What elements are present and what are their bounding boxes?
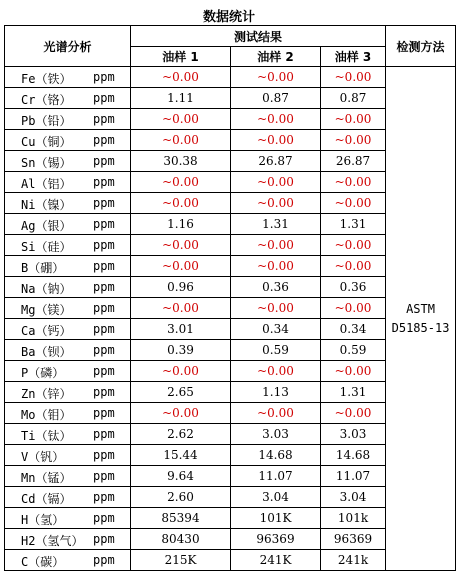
element-name: Si（硅） <box>21 240 72 254</box>
sample-3-value: 0.87 <box>321 88 386 109</box>
sample-2-value: ~0.00 <box>231 67 321 88</box>
element-cell <box>5 403 131 424</box>
sample-1-value: ~0.00 <box>131 109 231 130</box>
sample-3-value: ~0.00 <box>321 193 386 214</box>
unit-label: ppm <box>93 385 115 399</box>
sample-2-header: 油样 2 <box>231 47 321 67</box>
sample-3-value: 11.07 <box>321 466 386 487</box>
sample-1-value: 80430 <box>131 529 231 550</box>
sample-2-value: 241K <box>231 550 321 571</box>
sample-1-value: 0.96 <box>131 277 231 298</box>
sample-1-value: 15.44 <box>131 445 231 466</box>
unit-label: ppm <box>93 133 115 147</box>
unit-label: ppm <box>93 238 115 252</box>
element-cell <box>5 235 131 256</box>
sample-1-value: 85394 <box>131 508 231 529</box>
unit-label: ppm <box>93 511 115 525</box>
element-name: Mo（钼） <box>21 408 72 422</box>
sample-1-value: 9.64 <box>131 466 231 487</box>
element-cell <box>5 214 131 235</box>
sample-1-header: 油样 1 <box>131 47 231 67</box>
unit-label: ppm <box>93 280 115 294</box>
element-name: Al（铝） <box>21 177 72 191</box>
element-name: P（磷） <box>21 366 65 380</box>
sample-3-value: 1.31 <box>321 214 386 235</box>
unit-label: ppm <box>93 217 115 231</box>
sample-3-value: ~0.00 <box>321 403 386 424</box>
element-name: Cr（铬） <box>21 93 72 107</box>
element-cell <box>5 109 131 130</box>
sample-2-value: 96369 <box>231 529 321 550</box>
element-name: Pb（铅） <box>21 114 72 128</box>
header-row-top <box>5 26 456 47</box>
sample-1-value: ~0.00 <box>131 361 231 382</box>
sample-2-value: ~0.00 <box>231 256 321 277</box>
method-code: D5185-13 <box>391 320 450 335</box>
sample-1-value: 3.01 <box>131 319 231 340</box>
element-cell <box>5 466 131 487</box>
element-cell <box>5 361 131 382</box>
element-cell <box>5 508 131 529</box>
sample-3-value: 96369 <box>321 529 386 550</box>
element-name: Sn（锡） <box>21 156 72 170</box>
element-cell <box>5 193 131 214</box>
element-cell <box>5 88 131 109</box>
sample-1-value: ~0.00 <box>131 235 231 256</box>
unit-label: ppm <box>93 196 115 210</box>
sample-1-value: 1.16 <box>131 214 231 235</box>
sample-3-value: ~0.00 <box>321 172 386 193</box>
element-cell <box>5 487 131 508</box>
element-name: C（碳） <box>21 555 65 569</box>
unit-label: ppm <box>93 322 115 336</box>
method-standard: ASTM <box>406 301 435 316</box>
element-name: Na（钠） <box>21 282 72 296</box>
sample-1-value: ~0.00 <box>131 172 231 193</box>
sample-2-value: ~0.00 <box>231 193 321 214</box>
sample-3-value: ~0.00 <box>321 298 386 319</box>
element-name: Ni（镍） <box>21 198 72 212</box>
unit-label: ppm <box>93 175 115 189</box>
sample-1-value: 30.38 <box>131 151 231 172</box>
element-name: Ti（钛） <box>21 429 72 443</box>
sample-2-value: ~0.00 <box>231 298 321 319</box>
table-body <box>5 67 456 571</box>
unit-label: ppm <box>93 490 115 504</box>
element-cell <box>5 130 131 151</box>
sample-1-value: ~0.00 <box>131 298 231 319</box>
sample-2-value: ~0.00 <box>231 235 321 256</box>
sample-3-value: ~0.00 <box>321 67 386 88</box>
unit-label: ppm <box>93 553 115 567</box>
sample-3-value: 1.31 <box>321 382 386 403</box>
sample-2-value: 26.87 <box>231 151 321 172</box>
element-cell <box>5 529 131 550</box>
sample-1-value: 2.60 <box>131 487 231 508</box>
element-name: H（氢） <box>21 513 65 527</box>
element-cell <box>5 424 131 445</box>
sample-2-value: 0.87 <box>231 88 321 109</box>
element-cell <box>5 319 131 340</box>
data-table <box>4 25 456 571</box>
table-row <box>5 67 456 88</box>
sample-3-value: ~0.00 <box>321 235 386 256</box>
sample-3-value: 14.68 <box>321 445 386 466</box>
sample-3-value: ~0.00 <box>321 130 386 151</box>
sample-3-value: 3.04 <box>321 487 386 508</box>
sample-2-value: ~0.00 <box>231 172 321 193</box>
sample-2-value: 14.68 <box>231 445 321 466</box>
sample-1-value: 1.11 <box>131 88 231 109</box>
sample-1-value: 2.62 <box>131 424 231 445</box>
element-name: Ag（银） <box>21 219 72 233</box>
sample-3-value: 101k <box>321 508 386 529</box>
element-cell <box>5 67 131 88</box>
sample-2-value: 0.34 <box>231 319 321 340</box>
sample-2-value: ~0.00 <box>231 361 321 382</box>
unit-label: ppm <box>93 427 115 441</box>
sample-2-value: 3.04 <box>231 487 321 508</box>
sample-2-value: 1.13 <box>231 382 321 403</box>
page-title: 数据统计 <box>202 10 255 25</box>
sample-3-value: 3.03 <box>321 424 386 445</box>
unit-label: ppm <box>93 112 115 126</box>
element-cell <box>5 256 131 277</box>
test-method-header: 检测方法 <box>386 26 456 67</box>
sample-1-value: ~0.00 <box>131 130 231 151</box>
sample-2-value: ~0.00 <box>231 130 321 151</box>
unit-label: ppm <box>93 364 115 378</box>
element-name: Zn（锌） <box>21 387 72 401</box>
sample-2-value: 11.07 <box>231 466 321 487</box>
sample-3-value: ~0.00 <box>321 361 386 382</box>
element-name: Ca（钙） <box>21 324 72 338</box>
element-name: Cd（镉） <box>21 492 72 506</box>
sample-1-value: ~0.00 <box>131 67 231 88</box>
unit-label: ppm <box>93 448 115 462</box>
sample-1-value: ~0.00 <box>131 403 231 424</box>
element-name: Fe（铁） <box>21 72 72 86</box>
unit-label: ppm <box>93 343 115 357</box>
test-results-header: 测试结果 <box>131 26 386 47</box>
element-name: Cu（铜） <box>21 135 72 149</box>
sample-2-value: 101K <box>231 508 321 529</box>
unit-label: ppm <box>93 154 115 168</box>
element-name: Ba（钡） <box>21 345 72 359</box>
element-cell <box>5 445 131 466</box>
element-cell <box>5 298 131 319</box>
sample-2-value: 1.31 <box>231 214 321 235</box>
sample-1-value: 215K <box>131 550 231 571</box>
sample-1-value: ~0.00 <box>131 193 231 214</box>
unit-label: ppm <box>93 469 115 483</box>
element-name: Mg（镁） <box>21 303 72 317</box>
footnote-strip <box>4 566 454 572</box>
sample-3-value: 0.34 <box>321 319 386 340</box>
test-method-cell <box>386 67 456 571</box>
element-name: Mn（锰） <box>21 471 72 485</box>
sample-3-value: ~0.00 <box>321 109 386 130</box>
sample-3-value: ~0.00 <box>321 256 386 277</box>
sample-2-value: 3.03 <box>231 424 321 445</box>
element-cell <box>5 151 131 172</box>
sample-2-value: ~0.00 <box>231 403 321 424</box>
sample-3-value: 241k <box>321 550 386 571</box>
sample-1-value: 0.39 <box>131 340 231 361</box>
unit-label: ppm <box>93 259 115 273</box>
sample-3-header: 油样 3 <box>321 47 386 67</box>
sample-3-value: 0.36 <box>321 277 386 298</box>
unit-label: ppm <box>93 91 115 105</box>
element-name: V（钒） <box>21 450 65 464</box>
sample-2-value: ~0.00 <box>231 109 321 130</box>
sample-1-value: ~0.00 <box>131 256 231 277</box>
spectral-analysis-header: 光谱分析 <box>5 26 131 67</box>
unit-label: ppm <box>93 406 115 420</box>
sample-2-value: 0.59 <box>231 340 321 361</box>
unit-label: ppm <box>93 532 115 546</box>
unit-label: ppm <box>93 70 115 84</box>
element-name: H2（氢气） <box>21 534 84 548</box>
element-cell <box>5 382 131 403</box>
sample-2-value: 0.36 <box>231 277 321 298</box>
element-cell <box>5 172 131 193</box>
element-cell <box>5 277 131 298</box>
sample-1-value: 2.65 <box>131 382 231 403</box>
element-name: B（硼） <box>21 261 65 275</box>
unit-label: ppm <box>93 301 115 315</box>
sample-3-value: 26.87 <box>321 151 386 172</box>
sample-3-value: 0.59 <box>321 340 386 361</box>
element-cell <box>5 340 131 361</box>
